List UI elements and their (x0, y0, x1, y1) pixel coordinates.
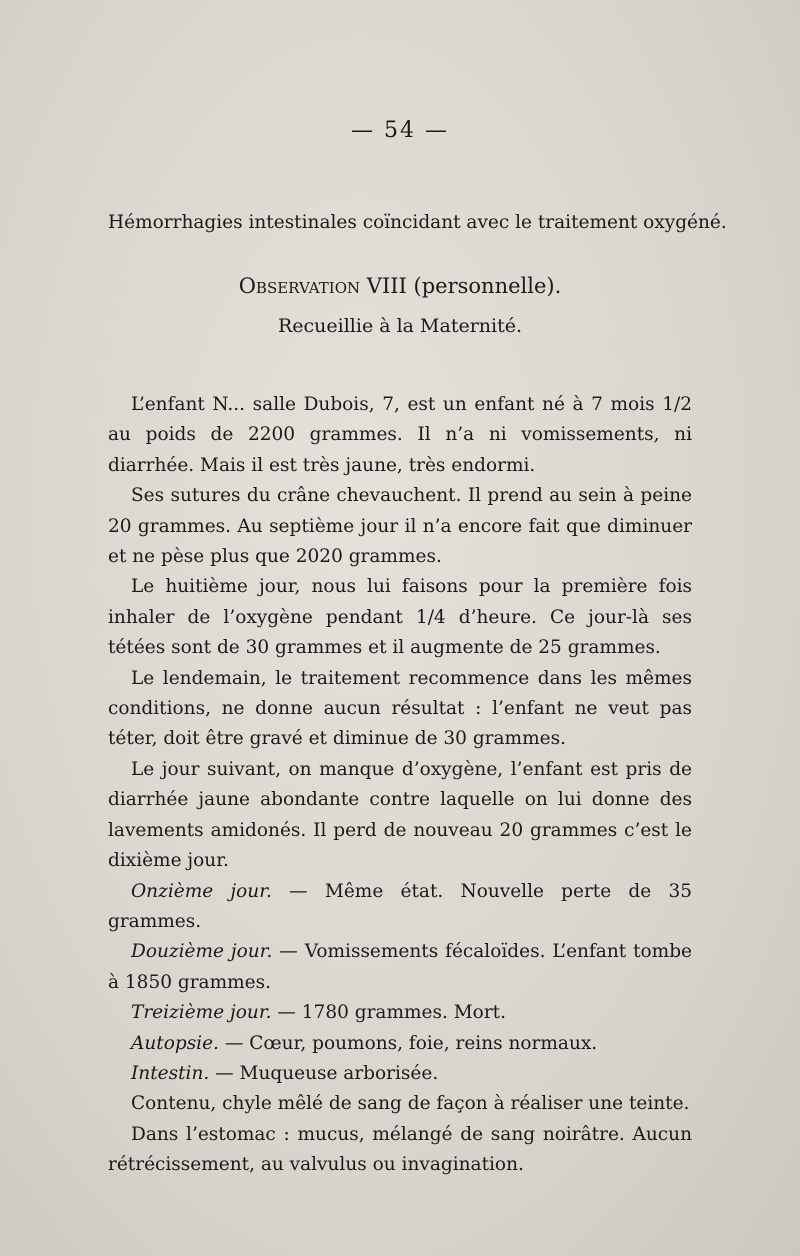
entry-label: Onzième jour. (131, 880, 272, 902)
entry-text: — 1780 grammes. Mort. (271, 1002, 506, 1024)
day-entry (108, 937, 692, 998)
entry-label: Autopsie. (131, 1032, 219, 1054)
section-heading: Hémorrhagies intestinales coïncidant avec le traitement oxygéné. (108, 212, 727, 233)
closing-paragraph: Contenu, chyle mêlé de sang de façon à réaliser une teinte. (131, 1093, 690, 1115)
closing-paragraph: Dans l’estomac : mucus, mélangé de sang noirâtre. Aucun rétrécissement, au valvulus ou invagination. (108, 1123, 692, 1176)
entry-text: — Même état. Nouvelle perte de 35 grammes. (108, 880, 693, 932)
observation-label: Observation (238, 274, 361, 298)
page-number: — 54 — (351, 118, 449, 143)
entry-label: Douzième jour. (131, 941, 273, 963)
entry-text: — Muqueuse arborisée. (209, 1062, 439, 1084)
paragraph: Le jour suivant, on manque d’oxygène, l’enfant est pris de diarrhée jaune abondante contre laquelle on lui donne des lavements amidonés. Il perd de nouveau 20 grammes c’est le dixième jour. (108, 758, 692, 872)
paragraph: Le huitième jour, nous lui faisons pour la première fois inhaler de l’oxygène pendant 1/4 d’heure. Ce jour-là ses tétées sont de 30 grammes et il augmente de 25 grammes. (108, 576, 692, 659)
entry-label: Treizième jour. (131, 1002, 272, 1024)
entry-text: — Cœur, poumons, foie, reins normaux. (218, 1032, 598, 1054)
body-text (108, 390, 692, 1181)
entry-label: Intestin. (131, 1062, 210, 1084)
day-entry (108, 998, 692, 1028)
paragraph: Le lendemain, le traitement recommence dans les mêmes conditions, ne donne aucun résultat : l’enfant ne veut pas téter, doit être gravé et diminue de 30 grammes. (108, 667, 692, 750)
observation-rest: VIII (personnelle). (360, 274, 562, 298)
day-entry (108, 877, 692, 938)
entry-text: — Vomissements fécaloïdes. L’enfant tombe à 1850 grammes. (108, 941, 692, 993)
autopsy-entry (108, 1029, 692, 1059)
observation-subtitle: Recueillie à la Maternité. (277, 315, 523, 337)
intestine-entry (108, 1059, 692, 1089)
paragraph: Ses sutures du crâne chevauchent. Il prend au sein à peine 20 grammes. Au septième jour il n’a encore fait que diminuer et ne pèse plus que 2020 grammes. (108, 485, 692, 568)
paragraph: L’enfant N... salle Dubois, 7, est un enfant né à 7 mois 1/2 au poids de 2200 grammes. Il n’a ni vomissements, ni diarrhée. Mais il est très jaune, très endormi. (108, 394, 692, 476)
observation-title (0, 274, 800, 298)
